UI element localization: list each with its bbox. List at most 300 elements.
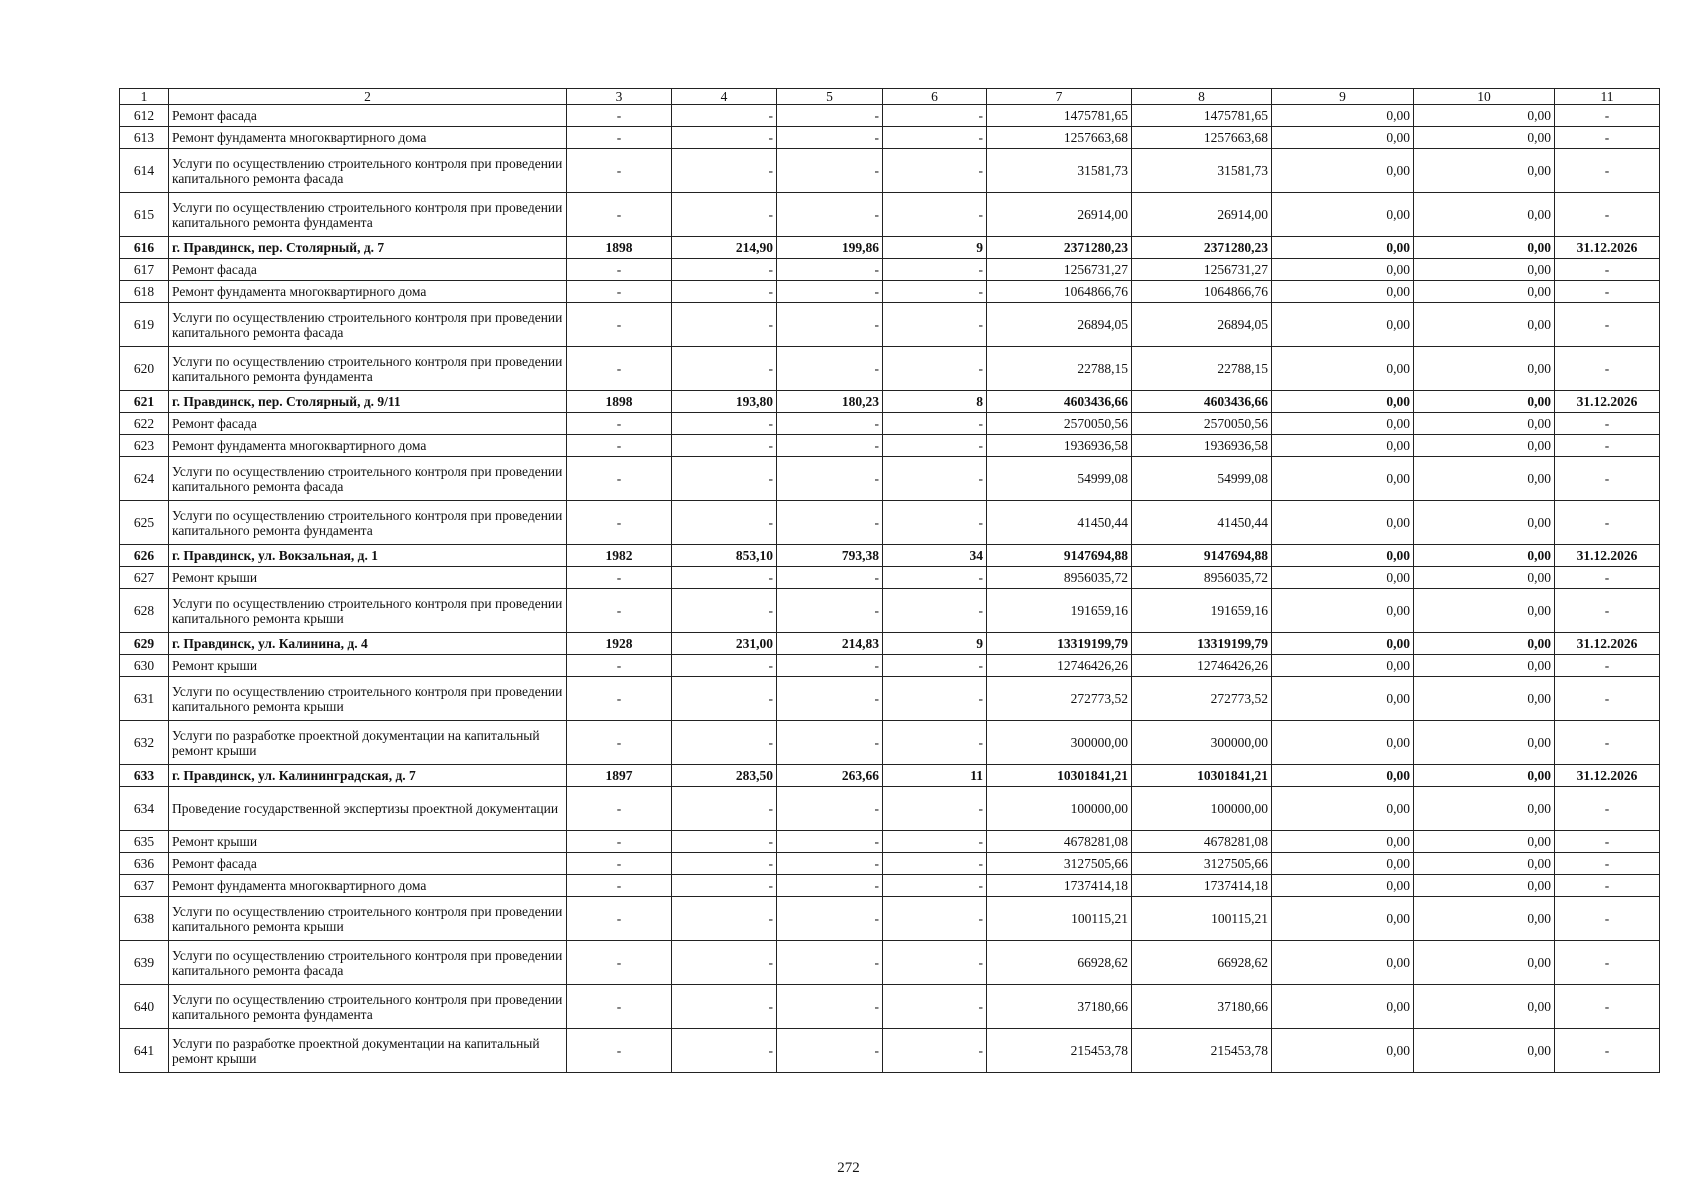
value-cell: 2371280,23 <box>987 237 1132 259</box>
table-row <box>120 105 1660 127</box>
table-row <box>120 985 1660 1029</box>
value-cell: 37180,66 <box>987 985 1132 1029</box>
value-cell: - <box>567 281 672 303</box>
value-cell: - <box>883 677 987 721</box>
value-cell: - <box>777 677 883 721</box>
value-cell: 272773,52 <box>1132 677 1272 721</box>
value-cell: - <box>672 897 777 941</box>
value-cell: 1898 <box>567 237 672 259</box>
page-number: 272 <box>837 1160 860 1176</box>
value-cell: 0,00 <box>1272 567 1414 589</box>
row-number-cell: 637 <box>120 875 169 897</box>
address-row <box>120 391 1660 413</box>
value-cell: 1982 <box>567 545 672 567</box>
table-row <box>120 1029 1660 1073</box>
value-cell: - <box>777 127 883 149</box>
row-number-cell: 618 <box>120 281 169 303</box>
value-cell: 0,00 <box>1272 985 1414 1029</box>
value-cell: - <box>883 149 987 193</box>
row-number-cell: 621 <box>120 391 169 413</box>
description-cell: Услуги по осуществлению строительного контроля при проведении капитального ремонта крыши <box>169 897 567 941</box>
description-cell: Услуги по разработке проектной документации на капитальный ремонт крыши <box>169 721 567 765</box>
description-cell: Ремонт крыши <box>169 567 567 589</box>
value-cell: 1256731,27 <box>987 259 1132 281</box>
value-cell: - <box>672 347 777 391</box>
value-cell: 54999,08 <box>987 457 1132 501</box>
description-cell: г. Правдинск, ул. Калинина, д. 4 <box>169 633 567 655</box>
row-number-cell: 622 <box>120 413 169 435</box>
value-cell: 1897 <box>567 765 672 787</box>
value-cell: 26914,00 <box>987 193 1132 237</box>
value-cell: 1737414,18 <box>1132 875 1272 897</box>
value-cell: 100115,21 <box>987 897 1132 941</box>
value-cell: - <box>1555 105 1660 127</box>
value-cell: - <box>1555 787 1660 831</box>
value-cell: 0,00 <box>1272 941 1414 985</box>
value-cell: - <box>1555 435 1660 457</box>
value-cell: - <box>1555 281 1660 303</box>
value-cell: 31.12.2026 <box>1555 391 1660 413</box>
value-cell: - <box>1555 567 1660 589</box>
value-cell: 0,00 <box>1272 391 1414 413</box>
value-cell: 0,00 <box>1414 545 1555 567</box>
column-header: 4 <box>672 89 777 105</box>
value-cell: - <box>883 897 987 941</box>
value-cell: 215453,78 <box>1132 1029 1272 1073</box>
value-cell: 1898 <box>567 391 672 413</box>
value-cell: 0,00 <box>1414 633 1555 655</box>
value-cell: - <box>883 853 987 875</box>
value-cell: - <box>1555 413 1660 435</box>
value-cell: 34 <box>883 545 987 567</box>
value-cell: 2371280,23 <box>1132 237 1272 259</box>
value-cell: - <box>567 677 672 721</box>
value-cell: 66928,62 <box>1132 941 1272 985</box>
table-row <box>120 567 1660 589</box>
value-cell: 0,00 <box>1272 435 1414 457</box>
value-cell: 0,00 <box>1414 875 1555 897</box>
table-row <box>120 281 1660 303</box>
value-cell: 0,00 <box>1272 765 1414 787</box>
value-cell: 0,00 <box>1272 677 1414 721</box>
description-cell: Ремонт фундамента многоквартирного дома <box>169 127 567 149</box>
value-cell: 0,00 <box>1272 897 1414 941</box>
value-cell: - <box>777 457 883 501</box>
table-row <box>120 897 1660 941</box>
value-cell: - <box>777 985 883 1029</box>
row-number-cell: 623 <box>120 435 169 457</box>
value-cell: 9 <box>883 237 987 259</box>
column-header: 6 <box>883 89 987 105</box>
value-cell: 793,38 <box>777 545 883 567</box>
value-cell: - <box>672 413 777 435</box>
row-number-cell: 616 <box>120 237 169 259</box>
value-cell: 231,00 <box>672 633 777 655</box>
value-cell: 0,00 <box>1272 281 1414 303</box>
value-cell: - <box>883 105 987 127</box>
value-cell: - <box>567 875 672 897</box>
column-header: 1 <box>120 89 169 105</box>
value-cell: 0,00 <box>1414 831 1555 853</box>
value-cell: - <box>567 897 672 941</box>
value-cell: 0,00 <box>1414 237 1555 259</box>
value-cell: 0,00 <box>1414 193 1555 237</box>
value-cell: 0,00 <box>1272 105 1414 127</box>
value-cell: - <box>672 149 777 193</box>
value-cell: - <box>883 281 987 303</box>
description-cell: г. Правдинск, ул. Калининградская, д. 7 <box>169 765 567 787</box>
value-cell: 0,00 <box>1272 237 1414 259</box>
description-cell: Услуги по осуществлению строительного контроля при проведении капитального ремонта крыши <box>169 677 567 721</box>
value-cell: 0,00 <box>1272 655 1414 677</box>
value-cell: 0,00 <box>1272 127 1414 149</box>
address-row <box>120 633 1660 655</box>
description-cell: Услуги по осуществлению строительного контроля при проведении капитального ремонта фундамента <box>169 193 567 237</box>
value-cell: - <box>672 303 777 347</box>
description-cell: г. Правдинск, пер. Столярный, д. 9/11 <box>169 391 567 413</box>
value-cell: - <box>777 435 883 457</box>
value-cell: 0,00 <box>1414 765 1555 787</box>
value-cell: 1257663,68 <box>1132 127 1272 149</box>
row-number-cell: 627 <box>120 567 169 589</box>
value-cell: - <box>883 1029 987 1073</box>
value-cell: - <box>567 721 672 765</box>
value-cell: 1256731,27 <box>1132 259 1272 281</box>
value-cell: - <box>883 347 987 391</box>
value-cell: 0,00 <box>1414 1029 1555 1073</box>
value-cell: 0,00 <box>1414 501 1555 545</box>
value-cell: 0,00 <box>1272 413 1414 435</box>
value-cell: 3127505,66 <box>987 853 1132 875</box>
value-cell: - <box>777 1029 883 1073</box>
value-cell: - <box>672 875 777 897</box>
value-cell: - <box>777 787 883 831</box>
value-cell: 0,00 <box>1272 193 1414 237</box>
value-cell: - <box>1555 853 1660 875</box>
address-row <box>120 545 1660 567</box>
value-cell: - <box>567 105 672 127</box>
row-number-cell: 628 <box>120 589 169 633</box>
value-cell: 199,86 <box>777 237 883 259</box>
value-cell: 10301841,21 <box>987 765 1132 787</box>
value-cell: - <box>883 501 987 545</box>
value-cell: 0,00 <box>1414 303 1555 347</box>
value-cell: - <box>1555 831 1660 853</box>
value-cell: 54999,08 <box>1132 457 1272 501</box>
value-cell: 0,00 <box>1414 413 1555 435</box>
table-body <box>120 89 1660 1073</box>
table-row <box>120 655 1660 677</box>
capital-repair-table <box>119 88 1660 1073</box>
value-cell: - <box>777 655 883 677</box>
table-row <box>120 303 1660 347</box>
value-cell: - <box>777 853 883 875</box>
value-cell: - <box>567 787 672 831</box>
value-cell: 0,00 <box>1272 589 1414 633</box>
address-row <box>120 237 1660 259</box>
description-cell: Проведение государственной экспертизы проектной документации <box>169 787 567 831</box>
value-cell: 26894,05 <box>1132 303 1272 347</box>
value-cell: - <box>883 589 987 633</box>
value-cell: - <box>1555 149 1660 193</box>
value-cell: - <box>672 589 777 633</box>
value-cell: 0,00 <box>1414 677 1555 721</box>
value-cell: - <box>1555 259 1660 281</box>
value-cell: - <box>567 193 672 237</box>
value-cell: - <box>883 875 987 897</box>
description-cell: Услуги по осуществлению строительного контроля при проведении капитального ремонта фасада <box>169 457 567 501</box>
row-number-cell: 615 <box>120 193 169 237</box>
value-cell: - <box>567 941 672 985</box>
column-header: 11 <box>1555 89 1660 105</box>
value-cell: 0,00 <box>1414 897 1555 941</box>
value-cell: 1064866,76 <box>1132 281 1272 303</box>
description-cell: Услуги по осуществлению строительного контроля при проведении капитального ремонта фундамента <box>169 985 567 1029</box>
row-number-cell: 635 <box>120 831 169 853</box>
value-cell: - <box>777 149 883 193</box>
value-cell: - <box>672 853 777 875</box>
value-cell: - <box>883 567 987 589</box>
value-cell: - <box>777 897 883 941</box>
value-cell: 41450,44 <box>1132 501 1272 545</box>
value-cell: - <box>567 303 672 347</box>
value-cell: - <box>1555 501 1660 545</box>
value-cell: 214,83 <box>777 633 883 655</box>
description-cell: Ремонт фундамента многоквартирного дома <box>169 281 567 303</box>
column-header: 10 <box>1414 89 1555 105</box>
table-row <box>120 435 1660 457</box>
value-cell: 0,00 <box>1272 457 1414 501</box>
description-cell: Ремонт фундамента многоквартирного дома <box>169 435 567 457</box>
value-cell: - <box>777 831 883 853</box>
value-cell: - <box>672 193 777 237</box>
row-number-cell: 639 <box>120 941 169 985</box>
value-cell: - <box>1555 985 1660 1029</box>
value-cell: - <box>567 457 672 501</box>
value-cell: 1928 <box>567 633 672 655</box>
value-cell: 0,00 <box>1414 985 1555 1029</box>
value-cell: - <box>883 941 987 985</box>
value-cell: 31.12.2026 <box>1555 633 1660 655</box>
value-cell: - <box>567 831 672 853</box>
value-cell: 26914,00 <box>1132 193 1272 237</box>
value-cell: 22788,15 <box>987 347 1132 391</box>
value-cell: - <box>883 413 987 435</box>
value-cell: 180,23 <box>777 391 883 413</box>
description-cell: Услуги по разработке проектной документации на капитальный ремонт крыши <box>169 1029 567 1073</box>
value-cell: - <box>777 941 883 985</box>
value-cell: 100000,00 <box>1132 787 1272 831</box>
value-cell: 1936936,58 <box>987 435 1132 457</box>
value-cell: - <box>567 149 672 193</box>
value-cell: 263,66 <box>777 765 883 787</box>
value-cell: - <box>567 501 672 545</box>
value-cell: 0,00 <box>1272 259 1414 281</box>
description-cell: Услуги по осуществлению строительного контроля при проведении капитального ремонта фасада <box>169 941 567 985</box>
value-cell: - <box>567 435 672 457</box>
value-cell: 2570050,56 <box>1132 413 1272 435</box>
value-cell: - <box>777 413 883 435</box>
value-cell: - <box>567 567 672 589</box>
value-cell: - <box>1555 193 1660 237</box>
value-cell: 283,50 <box>672 765 777 787</box>
value-cell: - <box>672 259 777 281</box>
value-cell: 1064866,76 <box>987 281 1132 303</box>
value-cell: - <box>1555 347 1660 391</box>
value-cell: - <box>883 985 987 1029</box>
value-cell: 100115,21 <box>1132 897 1272 941</box>
table-row <box>120 501 1660 545</box>
value-cell: 0,00 <box>1414 259 1555 281</box>
value-cell: 12746426,26 <box>1132 655 1272 677</box>
value-cell: 8956035,72 <box>1132 567 1272 589</box>
value-cell: 9147694,88 <box>987 545 1132 567</box>
value-cell: 41450,44 <box>987 501 1132 545</box>
value-cell: 215453,78 <box>987 1029 1132 1073</box>
table-row <box>120 677 1660 721</box>
value-cell: 11 <box>883 765 987 787</box>
value-cell: - <box>672 457 777 501</box>
value-cell: - <box>1555 303 1660 347</box>
value-cell: 0,00 <box>1414 721 1555 765</box>
table-row <box>120 787 1660 831</box>
value-cell: - <box>1555 875 1660 897</box>
value-cell: 214,90 <box>672 237 777 259</box>
value-cell: 4603436,66 <box>1132 391 1272 413</box>
value-cell: 31.12.2026 <box>1555 765 1660 787</box>
value-cell: 26894,05 <box>987 303 1132 347</box>
value-cell: 0,00 <box>1272 303 1414 347</box>
value-cell: 0,00 <box>1414 391 1555 413</box>
value-cell: 0,00 <box>1272 545 1414 567</box>
value-cell: 272773,52 <box>987 677 1132 721</box>
value-cell: - <box>672 435 777 457</box>
description-cell: Ремонт крыши <box>169 831 567 853</box>
value-cell: 4678281,08 <box>987 831 1132 853</box>
value-cell: 9147694,88 <box>1132 545 1272 567</box>
description-cell: Услуги по осуществлению строительного контроля при проведении капитального ремонта фасада <box>169 149 567 193</box>
column-header: 3 <box>567 89 672 105</box>
value-cell: 1475781,65 <box>1132 105 1272 127</box>
row-number-cell: 612 <box>120 105 169 127</box>
description-cell: Ремонт фасада <box>169 413 567 435</box>
value-cell: - <box>1555 457 1660 501</box>
value-cell: - <box>1555 721 1660 765</box>
value-cell: - <box>777 567 883 589</box>
value-cell: 100000,00 <box>987 787 1132 831</box>
value-cell: - <box>777 875 883 897</box>
row-number-cell: 634 <box>120 787 169 831</box>
address-row <box>120 765 1660 787</box>
value-cell: - <box>567 1029 672 1073</box>
table-row <box>120 457 1660 501</box>
value-cell: - <box>1555 655 1660 677</box>
value-cell: - <box>1555 1029 1660 1073</box>
value-cell: - <box>777 721 883 765</box>
value-cell: - <box>672 1029 777 1073</box>
row-number-cell: 638 <box>120 897 169 941</box>
value-cell: 0,00 <box>1272 633 1414 655</box>
value-cell: - <box>1555 677 1660 721</box>
value-cell: - <box>777 589 883 633</box>
value-cell: 853,10 <box>672 545 777 567</box>
table-row <box>120 853 1660 875</box>
value-cell: - <box>1555 941 1660 985</box>
value-cell: 0,00 <box>1272 875 1414 897</box>
column-number-header-row <box>120 89 1660 105</box>
row-number-cell: 641 <box>120 1029 169 1073</box>
value-cell: 31.12.2026 <box>1555 545 1660 567</box>
value-cell: - <box>672 721 777 765</box>
value-cell: - <box>567 589 672 633</box>
value-cell: 0,00 <box>1272 149 1414 193</box>
row-number-cell: 629 <box>120 633 169 655</box>
description-cell: Ремонт фасада <box>169 259 567 281</box>
value-cell: 8 <box>883 391 987 413</box>
value-cell: - <box>883 457 987 501</box>
row-number-cell: 626 <box>120 545 169 567</box>
value-cell: - <box>567 655 672 677</box>
value-cell: 0,00 <box>1272 721 1414 765</box>
value-cell: - <box>567 127 672 149</box>
column-header: 5 <box>777 89 883 105</box>
value-cell: 12746426,26 <box>987 655 1132 677</box>
description-cell: г. Правдинск, ул. Вокзальная, д. 1 <box>169 545 567 567</box>
value-cell: - <box>567 413 672 435</box>
value-cell: 4603436,66 <box>987 391 1132 413</box>
value-cell: 0,00 <box>1414 787 1555 831</box>
value-cell: 22788,15 <box>1132 347 1272 391</box>
value-cell: 0,00 <box>1414 941 1555 985</box>
value-cell: - <box>672 105 777 127</box>
value-cell: 300000,00 <box>987 721 1132 765</box>
value-cell: - <box>777 105 883 127</box>
table-row <box>120 193 1660 237</box>
value-cell: 13319199,79 <box>1132 633 1272 655</box>
value-cell: - <box>672 281 777 303</box>
value-cell: 2570050,56 <box>987 413 1132 435</box>
value-cell: 0,00 <box>1272 347 1414 391</box>
description-cell: Услуги по осуществлению строительного контроля при проведении капитального ремонта крыши <box>169 589 567 633</box>
value-cell: 4678281,08 <box>1132 831 1272 853</box>
row-number-cell: 620 <box>120 347 169 391</box>
value-cell: - <box>883 193 987 237</box>
value-cell: - <box>672 501 777 545</box>
value-cell: - <box>567 347 672 391</box>
value-cell: 0,00 <box>1414 105 1555 127</box>
value-cell: - <box>883 787 987 831</box>
value-cell: 0,00 <box>1414 567 1555 589</box>
row-number-cell: 632 <box>120 721 169 765</box>
value-cell: - <box>672 677 777 721</box>
value-cell: 1936936,58 <box>1132 435 1272 457</box>
value-cell: - <box>777 259 883 281</box>
column-header: 2 <box>169 89 567 105</box>
value-cell: - <box>1555 127 1660 149</box>
description-cell: Ремонт фундамента многоквартирного дома <box>169 875 567 897</box>
value-cell: 0,00 <box>1272 831 1414 853</box>
row-number-cell: 636 <box>120 853 169 875</box>
value-cell: - <box>883 655 987 677</box>
value-cell: 3127505,66 <box>1132 853 1272 875</box>
value-cell: - <box>883 303 987 347</box>
value-cell: - <box>1555 897 1660 941</box>
table-row <box>120 413 1660 435</box>
value-cell: - <box>777 281 883 303</box>
row-number-cell: 631 <box>120 677 169 721</box>
column-header: 7 <box>987 89 1132 105</box>
value-cell: - <box>672 831 777 853</box>
